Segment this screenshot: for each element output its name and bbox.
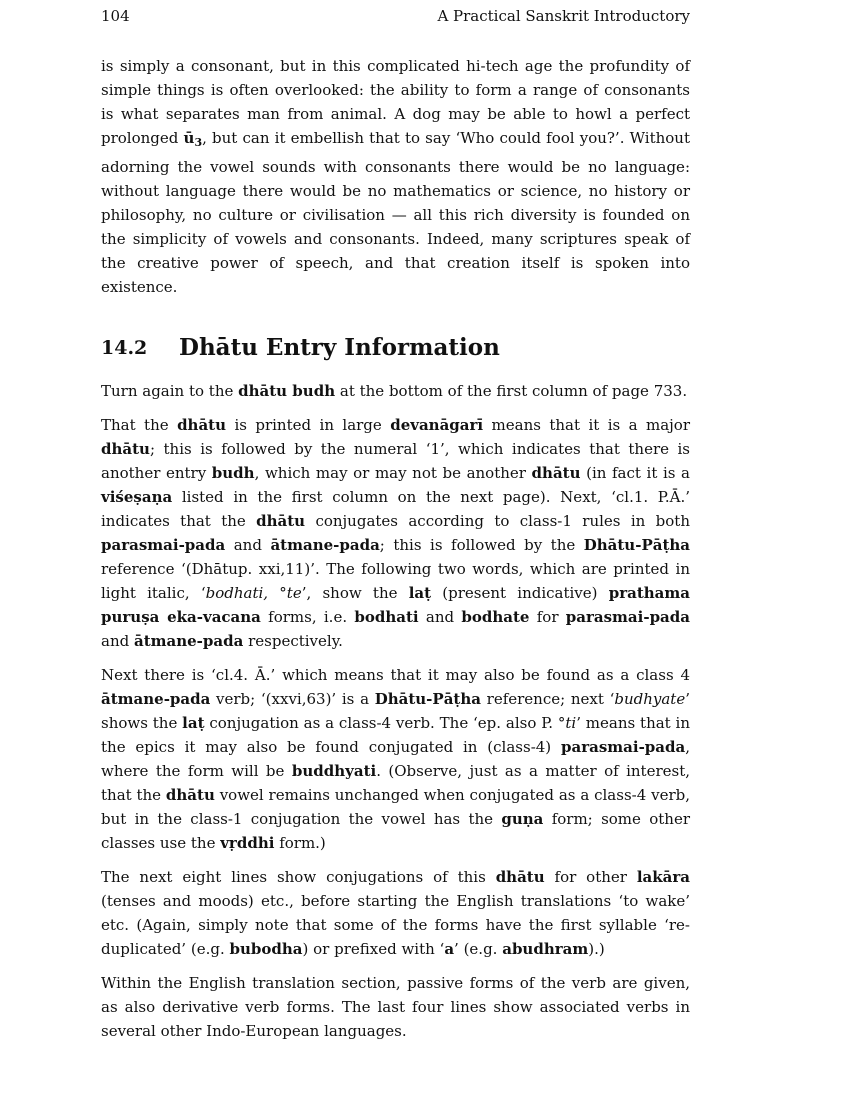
term: viśeṣaṇa [101, 488, 173, 506]
term: parasmai-pada [561, 738, 686, 756]
italic-form: bodhati, °te [205, 584, 302, 602]
term: ātmane-pada [101, 690, 211, 708]
term: Dhātu-Pāṭha [374, 690, 481, 708]
section-title: Dhātu Entry Information [179, 334, 500, 361]
page-body [101, 54, 690, 1043]
term: bodhate [461, 608, 530, 626]
term: parasmai-pada [565, 608, 690, 626]
term: ātmane-pada [133, 632, 244, 650]
paragraph-5: The next eight lines show conjugations of this dhātu for other lakāra (tenses and moods) etc., before starting the English translations ‘to wake’ etc. (Again, simply note that some of the forms have the first syllable ‘re-duplicated’ (e.g. bubodha) or prefixed with ‘a’ (e.g. abudhram).) [101, 868, 690, 958]
term: lakāra [636, 868, 690, 886]
term: dhātu [177, 416, 227, 434]
term: ātmane-pada [270, 536, 380, 554]
term: budh [211, 464, 255, 482]
term: buddhyati [291, 762, 377, 780]
term: bubodha [229, 940, 303, 958]
section-heading [101, 333, 690, 363]
paragraph-2: Turn again to the dhātu budh at the bottom of the first column of page 733. [101, 382, 688, 400]
term: guṇa [501, 810, 544, 828]
section-number: 14.2 [101, 337, 148, 359]
term: parasmai-pada [101, 536, 226, 554]
vowel-u-subscript: 3 [194, 136, 203, 149]
paragraph-6: Within the English translation section, passive forms of the verb are given, as also derivative verb forms. The last four lines show associated verbs in several other Indo-European languages. [101, 974, 690, 1040]
running-title: A Practical Sanskrit Introductory [437, 7, 690, 25]
paragraph-4: Next there is ‘cl.4. Ā.’ which means that it may also be found as a class 4 ātmane-pada verb; ‘(xxvi,63)’ is a Dhātu-Pāṭha reference; next ‘budhyate’ shows the laṭ conjugation as a class-4 verb. The ‘ep. also P. °ti’ means that in the epics it may also be found conjugated in (class-4) parasmai-pada, where the form will be buddhyati. (Observe, just as a matter of interest, that the dhātu vowel remains unchanged when conjugated as a class-4 verb, but in the class-1 conjugation the vowel has the guṇa form; some other classes use the vṛddhi form.) [101, 666, 690, 852]
term: abudhram [502, 940, 589, 958]
term: a [444, 940, 455, 958]
term: bodhati [354, 608, 419, 626]
paragraph-1: is simply a consonant, but in this complicated hi-tech age the profundity of simple things is often overlooked: the ability to form a range of consonants is what separates man from animal. A dog may be able to howl a perfect prolonged $ū_3$, but can it embellish that to say ‘Who could fool you?’. Without adorning the vowel sounds with consonants there would be no language: without language there would be no mathematics or science, no history or philosophy, no culture or civilisation — all this rich diversity is founded on the simplicity of vowels and consonants. Indeed, many scriptures speak of the creative power of speech, and that creation itself is spoken into existence. [101, 57, 690, 296]
term: dhātu [101, 440, 150, 458]
paragraph-3: That the dhātu is printed in large devanāgarī means that it is a major dhātu; this is followed by the numeral ‘1’, which indicates that there is another entry budh, which may or may not be another dhātu (in fact it is a viśeṣaṇa listed in the first column on the next page). Next, ‘cl.1. P.Ā.’ indicates that the dhātu conjugates according to class-1 rules in both parasmai-pada and ātmane-pada; this is followed by the Dhātu-Pāṭha reference ‘(Dhātup. xxi,11)’. The following two words, which are printed in light italic, ‘bodhati, °te’, show the laṭ (present indicative) prathama puruṣa eka-vacana forms, i.e. bodhati and bodhate for parasmai-pada and ātmane-pada respectively. [101, 416, 691, 650]
term: vṛddhi [220, 834, 275, 852]
term: laṭ [182, 714, 205, 732]
term: dhātu [495, 868, 545, 886]
term: Dhātu-Pāṭha [583, 536, 690, 554]
italic-form: budhyate [614, 690, 686, 708]
term: dhātu [165, 786, 215, 804]
page-number: 104 [101, 7, 130, 25]
term: dhātu [256, 512, 306, 530]
term: prathama puruṣa eka-vacana [101, 584, 690, 626]
term: laṭ [408, 584, 432, 602]
term: dhātu budh [238, 382, 336, 400]
italic-form: °ti [557, 714, 577, 732]
vowel-u-term: ū [183, 129, 195, 147]
term: dhātu [531, 464, 581, 482]
term: devanāgarī [390, 416, 484, 434]
running-header [101, 5, 690, 27]
